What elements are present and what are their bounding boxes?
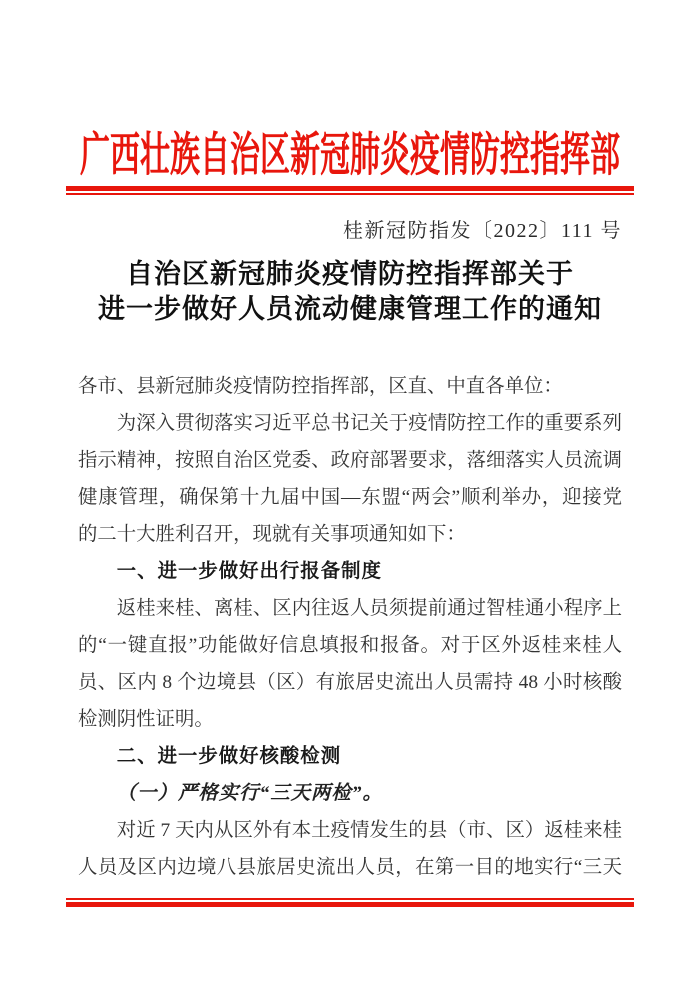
body-line: 为深入贯彻落实习近平总书记关于疫情防控工作的重要系列 — [116, 413, 622, 434]
footer-rule — [66, 898, 634, 907]
rule-thin-line — [66, 193, 634, 195]
body-line: 检测阴性证明。 — [78, 709, 214, 730]
notice-title-line1: 自治区新冠肺炎疫情防控指挥部关于 — [126, 259, 574, 289]
document-number: 桂新冠防指发〔2022〕111 号 — [342, 220, 622, 242]
body-line: 一、进一步做好出行报备制度 — [116, 560, 382, 582]
body-line: 健康管理，确保第十九届中国—东盟“两会”顺利举办，迎接党 — [78, 487, 622, 508]
body-line: 员、区内 8 个边境县（区）有旅居史流出人员需持 48 小时核酸 — [78, 672, 622, 693]
body-line: 人员及区内边境八县旅居史流出人员，在第一目的地实行“三天 — [78, 857, 622, 878]
body-line: 指示精神，按照自治区党委、政府部署要求，落细落实人员流调 — [78, 450, 622, 471]
body-line: 的二十大胜利召开，现就有关事项通知如下： — [78, 524, 466, 545]
body-line: （一）严格实行“三天两检”。 — [116, 783, 383, 804]
document-body — [78, 368, 622, 886]
rule-thick-line — [66, 902, 634, 907]
body-line: 返桂来桂、离桂、区内往返人员须提前通过智桂通小程序上 — [116, 598, 622, 619]
notice-title-line2: 进一步做好人员流动健康管理工作的通知 — [98, 294, 602, 324]
notice-title — [0, 257, 700, 327]
body-line: 的“一键直报”功能做好信息填报和报备。对于区外返桂来桂人 — [78, 635, 622, 656]
letterhead-org-title: 广西壮族自治区新冠肺炎疫情防控指挥部 — [80, 129, 620, 182]
body-line: 二、进一步做好核酸检测 — [116, 745, 342, 767]
letterhead-rule — [66, 186, 634, 195]
body-line: 各市、县新冠肺炎疫情防控指挥部，区直、中直各单位： — [78, 376, 563, 397]
body-line: 对近 7 天内从区外有本土疫情发生的县（市、区）返桂来桂 — [116, 820, 622, 841]
